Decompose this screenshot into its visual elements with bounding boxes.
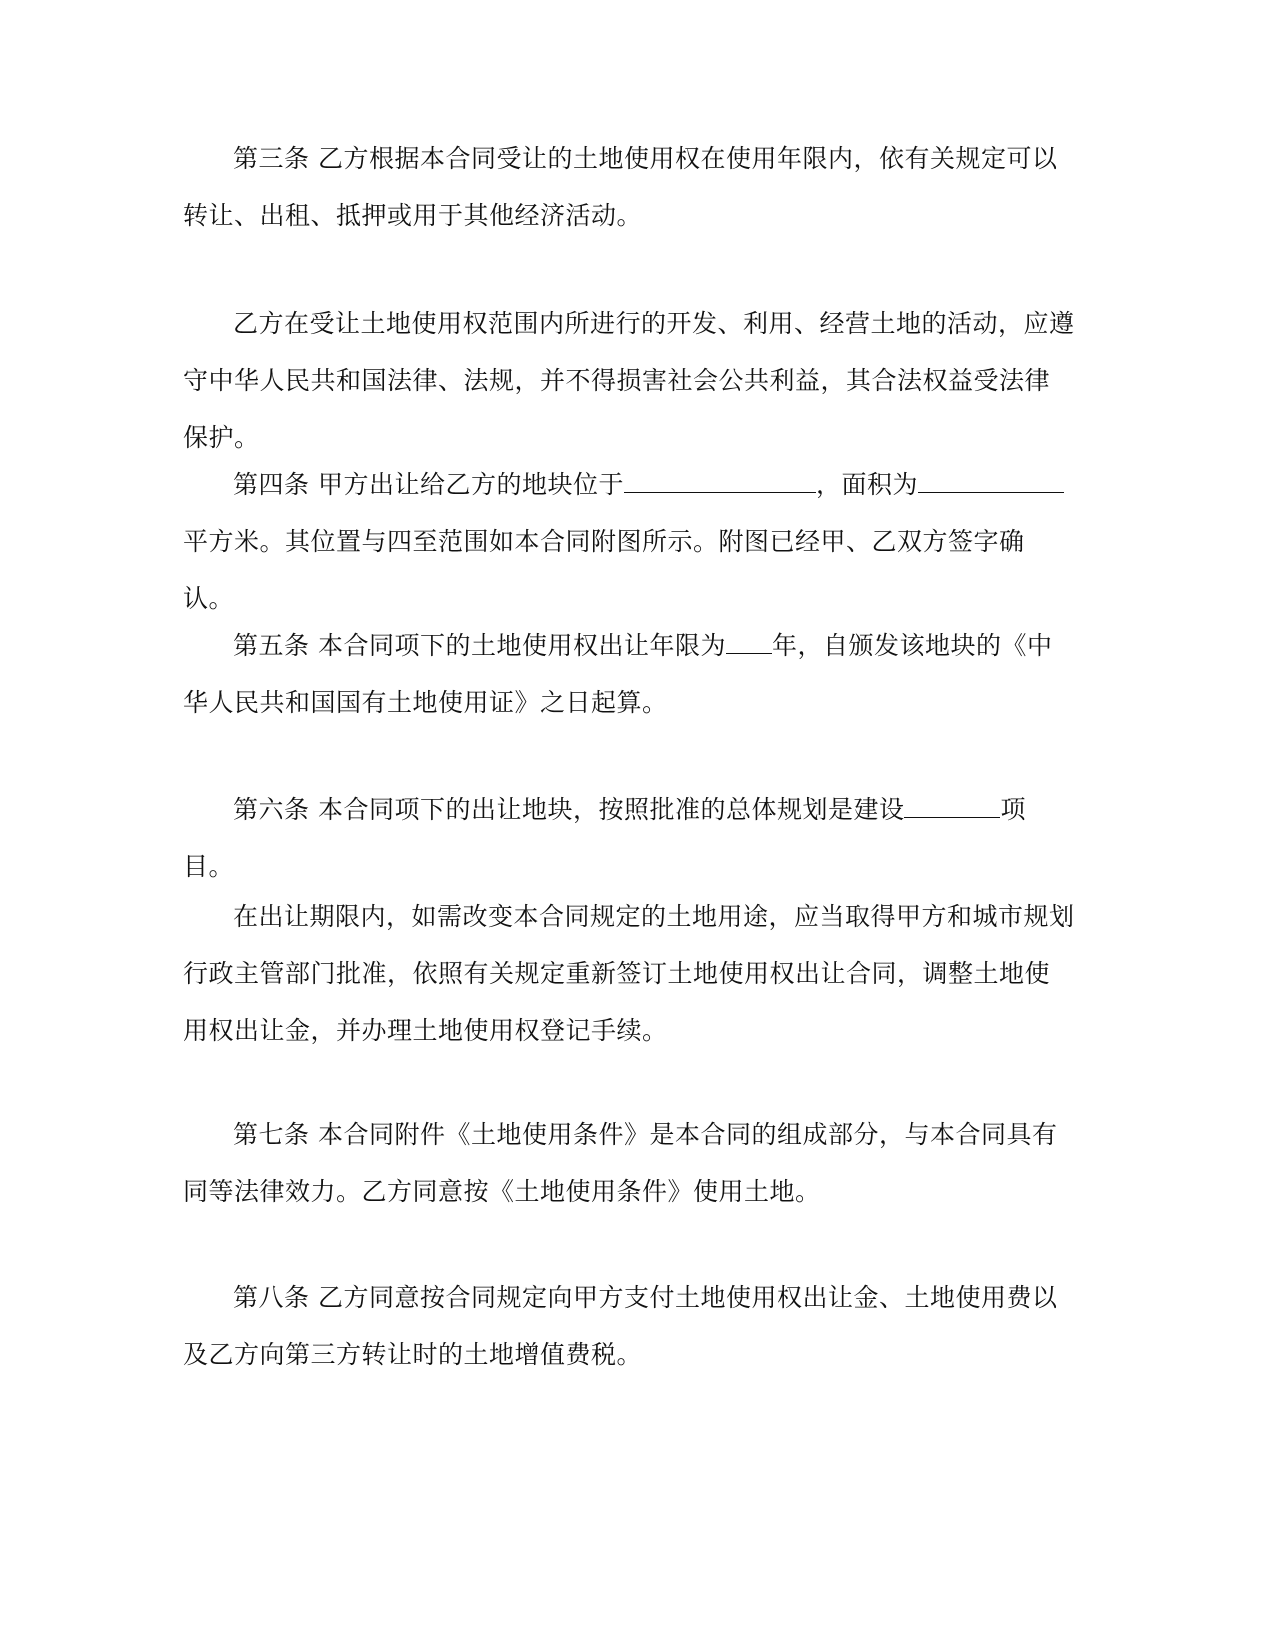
article-6-text-a: 第六条 本合同项下的出让地块，按照批准的总体规划是建设 (233, 795, 905, 824)
article-8-paragraph: 第八条 乙方同意按合同规定向甲方支付土地使用权出让金、土地使用费以及乙方向第三方转让时的土地增值费税。 (183, 1283, 1058, 1369)
location-blank (624, 466, 816, 493)
article-4-paragraph (183, 456, 1075, 627)
area-blank (918, 466, 1064, 493)
article-6-continuation-paragraph: 在出让期限内，如需改变本合同规定的土地用途，应当取得甲方和城市规划行政主管部门批准，依照有关规定重新签订土地使用权出让合同，调整土地使用权出让金，并办理土地使用权登记手续。 (183, 902, 1075, 1045)
article-7-paragraph: 第七条 本合同附件《土地使用条件》是本合同的组成部分，与本合同具有同等法律效力。乙方同意按《土地使用条件》使用土地。 (183, 1120, 1058, 1206)
article-5-text-b: 年，自颁发该地块的《中华人民共和国国有土地使用证》之日起算。 (183, 631, 1053, 717)
years-blank (726, 627, 772, 654)
article-5-text-a: 第五条 本合同项下的土地使用权出让年限为 (233, 631, 726, 660)
article-4-text-a: 第四条 甲方出让给乙方的地块位于 (233, 470, 624, 499)
article-6-paragraph (183, 781, 1075, 895)
article-6-text-b: 项目。 (183, 795, 1026, 881)
project-blank (904, 791, 1000, 818)
article-5-paragraph (183, 617, 1075, 731)
article-3-paragraph: 第三条 乙方根据本合同受让的土地使用权在使用年限内，依有关规定可以转让、出租、抵押或用于其他经济活动。 (183, 144, 1058, 230)
article-4-text-c: 平方米。其位置与四至范围如本合同附图所示。附图已经甲、乙双方签字确认。 (183, 527, 1025, 613)
article-3-continuation-paragraph: 乙方在受让土地使用权范围内所进行的开发、利用、经营土地的活动，应遵守中华人民共和国法律、法规，并不得损害社会公共利益，其合法权益受法律保护。 (183, 309, 1075, 452)
article-4-text-b: ，面积为 (815, 470, 918, 499)
